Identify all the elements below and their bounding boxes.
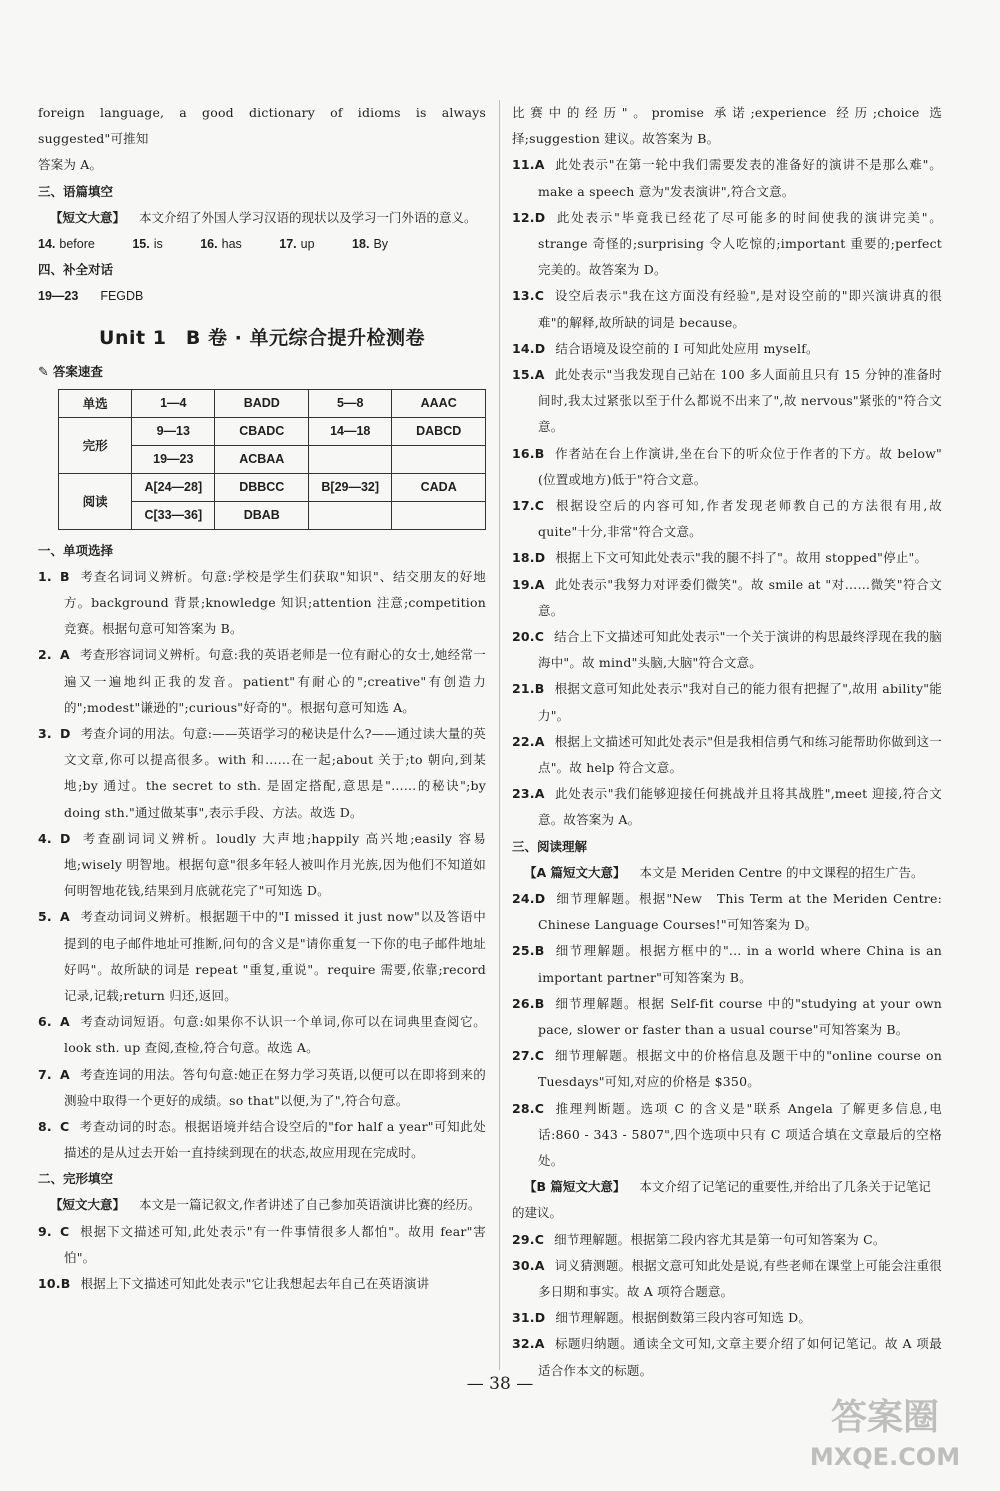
dialog-range: 19—23 — [38, 288, 79, 303]
list-item: 6. A 考查动词短语。句意:如果你不认识一个单词,你可以在词典里查阅它。look sth. up 查阅,查检,符合句意。故选 A。 — [38, 1014, 486, 1056]
list-item: 16.B 作者站在台上作演讲,坐在台下的听众位于作者的下方。故 below"(位置或地方)低于"符合文意。 — [512, 445, 942, 487]
table-cell: 完形 — [59, 417, 132, 473]
dialog-answers — [38, 283, 486, 309]
dialog-answer: FEGDB — [100, 288, 144, 303]
page-number: — 38 — — [466, 1374, 534, 1394]
fill-num: 15. — [132, 236, 150, 251]
pen-icon: ✎ — [38, 364, 49, 380]
table-cell — [392, 501, 486, 529]
list-item: 9. C 根据下文描述可知,此处表示"有一件事情很多人都怕"。故用 fear"害怕"。 — [38, 1223, 486, 1265]
intro-line-1: foreign language, a good dictionary of idioms is always suggested"可推知 — [38, 105, 486, 147]
list-item: 17.C 根据设空后的内容可知,作者发现老师教自己的方法很有用,故 quite"十分,非常"符合文意。 — [512, 498, 942, 540]
table-cell — [309, 445, 392, 473]
quick-answers-label: 答案速查 — [52, 363, 103, 379]
watermark-line-1: 答案圈 — [830, 1397, 940, 1438]
table-cell: 5—8 — [309, 389, 392, 417]
list-item: 1. B 考查名词词义辨析。句意:学校是学生们获取"知识"、结交朋友的好地方。background 背景;knowledge 知识;attention 注意;competition 竞赛。根据句意可知答案为 B。 — [38, 568, 486, 637]
list-item: 15.A 此处表示"当我发现自己站在 100 多人面前且只有 15 分钟的准备时间时,我太过紧张以至于什么都说不出来了",故 nervous"紧张的"符合文意。 — [512, 367, 942, 435]
table-cell: CADA — [392, 473, 486, 501]
summary-passage-a: 【A 篇短文大意】 本文是 Meriden Centre 的中文课程的招生广告。 — [524, 864, 924, 880]
table-cell: 19—23 — [132, 445, 215, 473]
list-item: 2. A 考查形容词词义辨析。句意:我的英语老师是一位有耐心的女士,她经常一遍又一遍地纠正我的发音。patient"有耐心的";creative"有创造力的";modest"谦逊的";curious"好奇的"。根据句意可知选 A。 — [38, 647, 486, 715]
table-row — [59, 417, 486, 445]
table-cell: CBADC — [215, 417, 309, 445]
list-item: 26.B 细节理解题。根据 Self-fit course 中的"studying at your own pace, slower or faster than a usual course"可知答案为 B。 — [512, 995, 942, 1037]
list-item: 8. C 考查动词的时态。根据语境并结合设空后的"for half a year"可知此处描述的是从过去开始一直持续到现在的状态,故应用现在完成时。 — [38, 1119, 486, 1161]
table-cell: 1—4 — [132, 389, 215, 417]
list-item: 27.C 细节理解题。根据文中的价格信息及题干中的"online course on Tuesdays"可知,对应的价格是 $350。 — [512, 1048, 942, 1090]
fill-answers — [38, 231, 486, 257]
table-cell: 单选 — [59, 389, 132, 417]
reading-b-list — [512, 1227, 942, 1384]
list-item: 13.C 设空后表示"我在这方面没有经验",是对设空前的"即兴演讲真的很难"的解释,故所缺的词是 because。 — [512, 288, 942, 330]
table-cell: 阅读 — [59, 473, 132, 529]
summary-tag: 【短文大意】 — [50, 209, 126, 225]
list-item: 18.D 根据上下文可知此处表示"我的腿不抖了"。故用 stopped"停止"。 — [512, 550, 928, 566]
column-divider — [499, 100, 500, 1370]
table-cell: ACBAA — [215, 445, 309, 473]
list-item: 24.D 细节理解题。根据"New This Term at the Meriden Centre: Chinese Language Courses!"可知答案为 D。 — [512, 890, 942, 933]
table-cell: C[33—36] — [132, 501, 215, 529]
right-column — [512, 100, 942, 1384]
summary-text: 本文介绍了外国人学习汉语的现状以及学习一门外语的意义。 — [139, 209, 477, 225]
summary-cloze-fill — [38, 205, 486, 231]
table-cell: BADD — [215, 389, 309, 417]
list-item: 29.C 细节理解题。根据第二段内容尤其是第一句可知答案为 C。 — [512, 1231, 886, 1247]
fill-num: 16. — [200, 236, 218, 251]
answer-table — [58, 389, 486, 530]
table-row — [59, 473, 486, 501]
list-item: 28.C 推理判断题。选项 C 的含义是"联系 Angela 了解更多信息,电话:860 - 343 - 5807",四个选项中只有 C 项适合填在文章最后的空格处。 — [512, 1100, 942, 1168]
list-item: 22.A 根据上文描述可知此处表示"但是我相信勇气和练习能帮助你做到这一点"。故 help 符合文意。 — [512, 733, 942, 776]
list-item: 7. A 考查连词的用法。答句句意:她正在努力学习英语,以便可以在即将到来的测验中取得一个更好的成绩。so that"以便,为了",符合句意。 — [38, 1066, 486, 1108]
table-cell: DABCD — [392, 417, 486, 445]
table-cell: AAAC — [392, 389, 486, 417]
list-item: 19.A 此处表示"我努力对评委们微笑"。故 smile at "对……微笑"符合文意。 — [512, 576, 942, 618]
list-item: 4. D 考查副词词义辨析。loudly 大声地;happily 高兴地;easily 容易地;wisely 明智地。根据句意"很多年轻人被叫作月光族,因为他们不知道如何明智地花钱,结果到月底就花完了"可知选 D。 — [38, 830, 486, 899]
list-item: 25.B 细节理解题。根据方框中的"... in a world where China is an important partner"可知答案为 B。 — [512, 943, 942, 985]
table-cell: B[29—32] — [309, 473, 392, 501]
section-heading-dialog: 四、补全对话 — [38, 261, 114, 277]
list-item: 3. D 考查介词的用法。句意:——英语学习的秘诀是什么?——通过读大量的英文文章,你可以提高很多。with 和……在一起;about 关于;to 朝向,到某地;by 通过。the secret to sth. 是固定搭配,意思是"……的秘诀";by doing sth."通过做某事",表示手段、方法。故选 D。 — [38, 726, 486, 820]
section-heading-cloze: 二、完形填空 — [38, 1171, 114, 1187]
list-item: 21.B 根据文意可知此处表示"我对自己的能力很有把握了",故用 ability"能力"。 — [512, 681, 942, 723]
fill-answer: up — [300, 236, 315, 251]
table-cell: DBBCC — [215, 473, 309, 501]
intro-line-2: 答案为 A。 — [38, 157, 103, 173]
table-cell: 9—13 — [132, 417, 215, 445]
list-item: 11.A 此处表示"在第一轮中我们需要发表的准备好的演讲不是那么难"。make a speech 意为"发表演讲",符合文意。 — [512, 157, 942, 199]
watermark-line-2: MXQE.COM — [809, 1443, 961, 1471]
fill-num: 14. — [38, 236, 56, 251]
continued-text: 比赛中的经历"。promise 承诺;experience 经历;choice 选择;suggestion 建议。故答案为 B。 — [512, 105, 942, 147]
fill-num: 17. — [279, 236, 297, 251]
single-choice-list — [38, 564, 486, 1167]
fill-answer: is — [153, 236, 163, 251]
table-cell: 14—18 — [309, 417, 392, 445]
table-row — [59, 389, 486, 417]
list-item: 12.D 此处表示"毕竟我已经花了尽可能多的时间使我的演讲完美"。strange 奇怪的;surprising 令人吃惊的;important 重要的;perfect 完美的。故答案为 D。 — [512, 209, 942, 278]
reading-a-list — [512, 886, 942, 1174]
left-column — [38, 100, 486, 1297]
list-item: 23.A 此处表示"我们能够迎接任何挑战并且将其战胜",meet 迎接,符合文意。故答案为 A。 — [512, 786, 942, 828]
section-heading-reading: 三、阅读理解 — [512, 838, 588, 854]
watermark-logo — [800, 1381, 970, 1477]
fill-answer: before — [59, 236, 95, 251]
table-cell: A[24—28] — [132, 473, 215, 501]
section-heading-single-choice: 一、单项选择 — [38, 542, 114, 558]
fill-answer: has — [221, 236, 242, 251]
list-item: 10.B 根据上下文描述可知此处表示"它让我想起去年自己在英语演讲 — [38, 1276, 430, 1292]
list-item: 30.A 词义猜测题。根据文意可知此处是说,有些老师在课堂上可能会注重很多日期和事实。故 A 项符合题意。 — [512, 1257, 942, 1299]
fill-num: 18. — [352, 236, 370, 251]
list-item: 32.A 标题归纳题。通读全文可知,文章主要介绍了如何记笔记。故 A 项最适合作本文的标题。 — [512, 1336, 942, 1378]
cloze-list — [512, 152, 942, 833]
summary-passage-b: 【B 篇短文大意】 本文介绍了记笔记的重要性,并给出了几条关于记笔记的建议。 — [512, 1179, 931, 1221]
table-cell — [309, 501, 392, 529]
summary-cloze: 【短文大意】 本文是一篇记叙文,作者讲述了自己参加英语演讲比赛的经历。 — [50, 1197, 481, 1213]
fill-answer: By — [373, 236, 389, 251]
section-heading-cloze-fill: 三、语篇填空 — [38, 183, 114, 199]
list-item: 14.D 结合语境及设空前的 I 可知此处应用 myself。 — [512, 340, 819, 356]
table-cell: DBAB — [215, 501, 309, 529]
table-cell — [392, 445, 486, 473]
unit-title: Unit 1 B 卷 · 单元综合提升检测卷 — [99, 326, 425, 349]
quick-answers-heading — [38, 360, 486, 385]
list-item: 31.D 细节理解题。根据倒数第三段内容可知选 D。 — [512, 1310, 812, 1326]
list-item: 20.C 结合上下文描述可知此处表示"一个关于演讲的构思最终浮现在我的脑海中"。故 mind"头脑,大脑"符合文意。 — [512, 629, 942, 671]
list-item: 5. A 考查动词词义辨析。根据题干中的"I missed it just now"以及答语中提到的电子邮件地址可推断,问句的含义是"请你重复一下你的电子邮件地址好吗"。故所缺的词是 repeat "重复,重说"。require 需要,依靠;record 记录,记载;return 归还,返回。 — [38, 909, 486, 1004]
